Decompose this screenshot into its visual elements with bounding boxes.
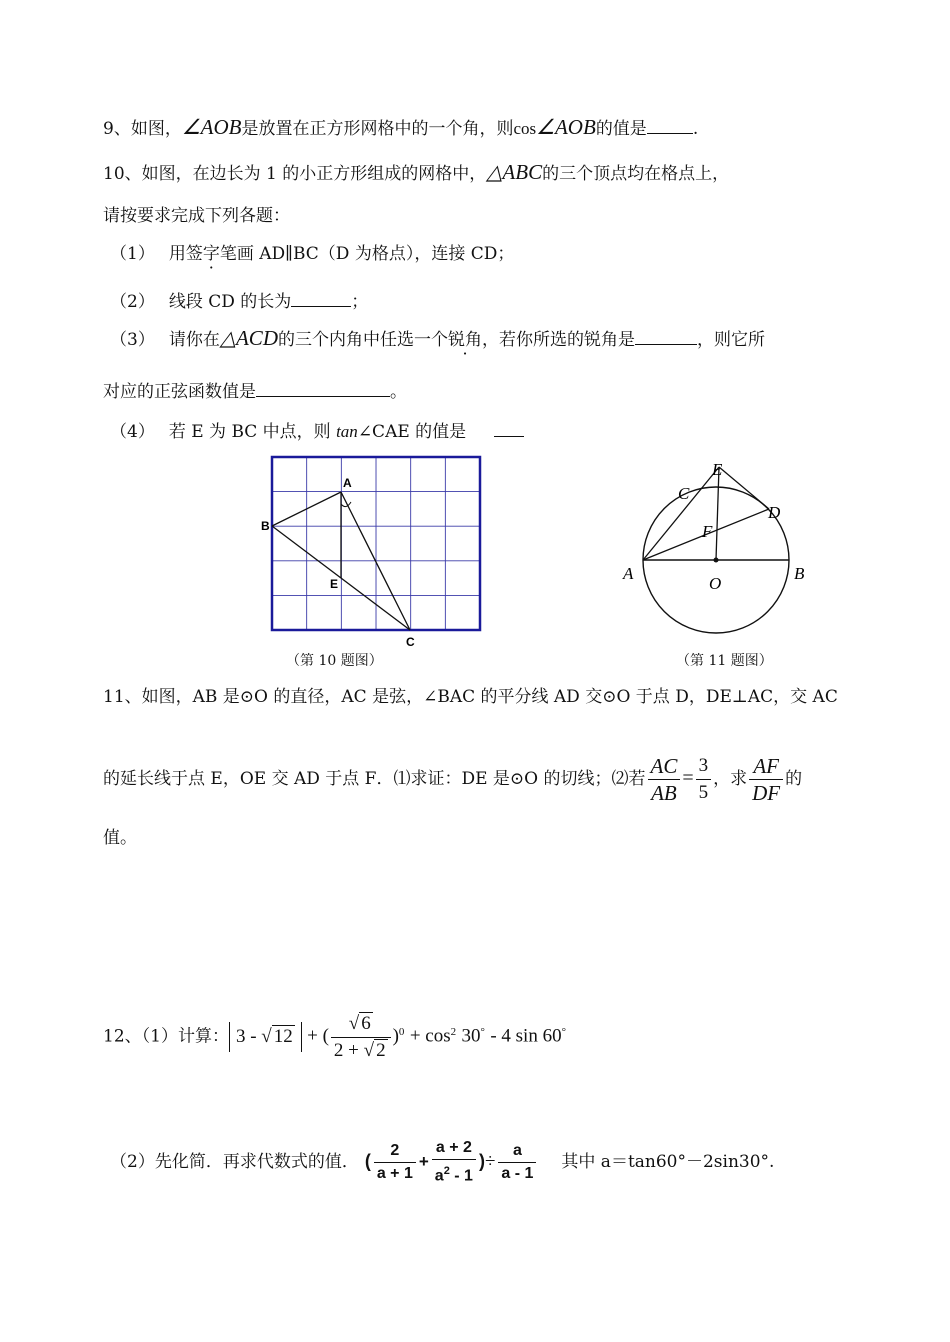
q10-p1-emphasis: 签字笔: [185, 244, 237, 264]
q10-p2-num: （2）: [110, 292, 155, 312]
label-D: D: [768, 503, 781, 522]
q10-p2-end: ；: [351, 292, 369, 312]
frac-num: a + 2: [432, 1137, 476, 1160]
q12-fraction: [331, 1011, 391, 1064]
q12-plus-open: + (: [307, 1025, 329, 1047]
frac-num: 2: [374, 1140, 416, 1163]
q10-p4-a: 若 E 为 BC 中点，则: [168, 422, 331, 442]
q10-p4-num: （4）: [110, 422, 155, 442]
q10-p2-text: 线段 CD 的长为: [168, 292, 292, 312]
label-C: C: [406, 635, 415, 649]
label-E: E: [712, 460, 723, 479]
q10-triangle: △ABC: [486, 160, 543, 184]
q11-fraction-ac-ab: [648, 753, 681, 806]
q12-frac-a: [498, 1140, 536, 1185]
label-A: A: [343, 476, 352, 490]
q10-p3-num: （3）: [110, 330, 155, 350]
q10-p3-line2: 对应的正弦函数值是: [103, 382, 256, 402]
q11-fraction-af-df: [749, 753, 783, 806]
figure-10-grid: [255, 452, 490, 652]
q10-p3-b: 的三个内角中任选一个: [277, 330, 448, 350]
q10-part2: [110, 288, 368, 314]
q12-frac-2: [374, 1140, 416, 1185]
q12-exp0: 0: [398, 1026, 405, 1038]
q11-line2-b: ，求: [713, 769, 748, 789]
line-EO: [716, 467, 719, 560]
q11-line2-c: 的: [785, 769, 803, 789]
q12-open: (: [364, 1151, 371, 1171]
q11-line3: 值。: [103, 828, 137, 848]
q12-p2-tail: 其中 a＝tan60°－2sin30°.: [561, 1152, 775, 1172]
q9-suffix: 的值是: [595, 119, 647, 139]
center-point: [714, 558, 719, 563]
den-term: 2 +: [333, 1039, 359, 1061]
frac-den: AB: [651, 781, 677, 805]
q12-p2-label: （2）先化简．再求代数式的值．: [110, 1152, 359, 1172]
q12-exp2: 2: [450, 1026, 457, 1038]
label-B: B: [261, 519, 270, 533]
q10-part3: [110, 326, 765, 352]
q12-close: ): [392, 1025, 399, 1047]
frac-num: √ 6: [331, 1011, 391, 1038]
q10-p4-b: ∠CAE 的值是: [357, 422, 467, 442]
label-O: O: [709, 574, 722, 593]
radicand: 2: [376, 1039, 386, 1061]
label-C: C: [678, 484, 690, 503]
frac-den: 2 + √ 2: [333, 1039, 386, 1061]
frac-num: 3: [696, 753, 712, 780]
frac-den: a + 1: [376, 1165, 413, 1182]
q12-divide: ÷: [484, 1151, 496, 1172]
q10-part3-line2: [103, 378, 407, 404]
q10-part1: [110, 242, 514, 266]
q12-plus: +: [418, 1152, 429, 1171]
q12-rest-a: + cos: [409, 1025, 451, 1047]
q10-p1-num: （1）: [110, 244, 155, 264]
label-B: B: [794, 564, 805, 583]
q10-p3-end: 。: [390, 382, 407, 402]
question-9: [103, 115, 698, 141]
q12-p1-label: 12、（1）计算：: [103, 1026, 229, 1047]
q9-answer-blank: [647, 115, 693, 134]
frac-num: a: [498, 1140, 536, 1163]
question-10-intro: [103, 160, 729, 186]
q10-p3-blank2: [256, 378, 390, 397]
q10-p3-d: ，则它所: [696, 330, 765, 350]
q12-frac-a2: [432, 1137, 476, 1187]
q12-abs-value: [229, 1022, 302, 1052]
q10-suffix: 的三个顶点均在格点上，: [542, 164, 730, 184]
q10-prefix: 10、如图，在边长为 1 的小正方形组成的网格中，: [103, 164, 487, 184]
label-A: A: [623, 564, 634, 583]
q10-p1-b: 画 AD∥BC（D 为格点），连接 CD；: [236, 244, 515, 264]
q12-deg1: °: [480, 1026, 485, 1038]
q10-p3-c: ，若你所选的锐角是: [481, 330, 635, 350]
q12-deg2: °: [561, 1026, 566, 1038]
frac-den: 5: [698, 782, 709, 803]
frac-den: a - 1: [501, 1165, 534, 1182]
q12-part1: [103, 1002, 566, 1067]
q10-p3-a: 请你在: [168, 330, 220, 350]
q11-fraction-3-5: [696, 753, 712, 806]
q10-p3-emphasis: 锐角: [447, 330, 482, 350]
q10-p4-tan: tan: [336, 422, 358, 441]
q11-line2: [103, 748, 802, 809]
frac-num: AF: [749, 753, 783, 780]
frac-den: DF: [752, 781, 781, 805]
line-AE: [643, 467, 719, 560]
q10-p2-blank: [291, 288, 351, 307]
q9-prefix: 9、如图，: [103, 119, 182, 139]
q10-p3-triangle: △ACD: [219, 326, 278, 350]
q10-p3-blank1: [635, 326, 697, 345]
figure-10-caption: （第 10 题图）: [286, 653, 383, 669]
q9-end: .: [692, 119, 699, 139]
label-F: F: [702, 522, 713, 541]
q9-cos: cos: [513, 119, 537, 138]
q12-part2: [110, 1133, 774, 1190]
figure-11-caption: （第 11 题图）: [676, 653, 773, 669]
figure-11-circle: [615, 455, 820, 655]
q9-angle: ∠AOB: [181, 115, 242, 139]
q9-angle2: ∠AOB: [536, 115, 596, 139]
q10-p4-blank: [494, 418, 524, 437]
q9-mid: 是放置在正方形网格中的一个角，则: [241, 119, 514, 139]
sqrt-12: √ 12: [261, 1026, 293, 1048]
q12-rest-c: - 4 sin 60: [490, 1025, 562, 1047]
q10-p1-a: 用: [168, 244, 186, 264]
q11-line1: 11、如图，AB 是⊙O 的直径，AC 是弦，∠BAC 的平分线 AD 交⊙O 于点 D，DE⊥AC，交 AC: [103, 687, 838, 707]
question-10-line2: 请按要求完成下列各题：: [103, 206, 290, 226]
q11-equals: =: [682, 767, 694, 789]
q11-line2-a: 的延长线于点 E，OE 交 AD 于点 F．⑴求证：DE 是⊙O 的切线；⑵若: [103, 769, 646, 789]
radicand: 6: [361, 1012, 371, 1034]
q12-rest-b: 30: [461, 1025, 481, 1047]
radicand: 12: [273, 1026, 293, 1048]
frac-den: $a^2 - 1$: [434, 1165, 473, 1185]
abs-term: 3 -: [235, 1026, 257, 1048]
frac-num: AC: [648, 753, 681, 780]
q10-part4: [110, 418, 524, 444]
q12-close2: ): [478, 1151, 485, 1171]
label-E: E: [330, 577, 339, 591]
